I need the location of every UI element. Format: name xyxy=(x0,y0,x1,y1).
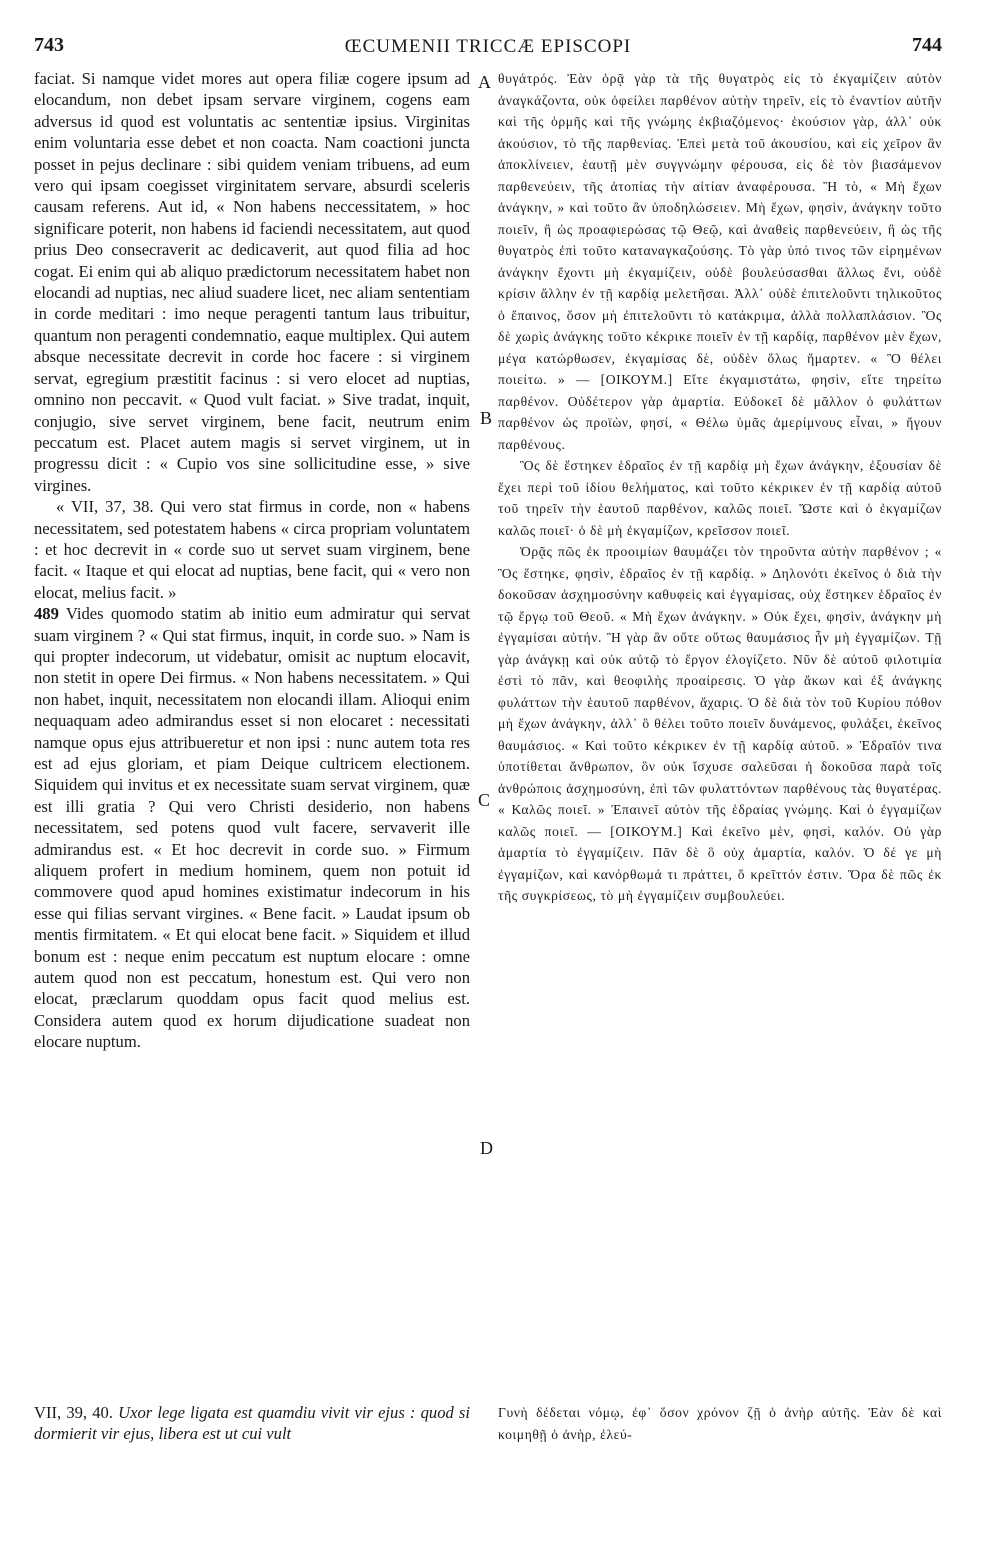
latin-tail xyxy=(34,1402,470,1445)
greek-verse-text: Γυνὴ δέδεται νόμῳ, ἐφ᾽ ὅσον χρόνον ζῇ ὁ ἀνὴρ αὐτῆς. Ἐὰν δὲ καὶ κοιμηθῇ ὁ ἀνὴρ, ἐλεύ- xyxy=(498,1405,942,1442)
section-number: 489 xyxy=(34,604,59,624)
page-number-right: 744 xyxy=(912,34,942,56)
latin-paragraph-1: faciat. Si namque videt mores aut opera filiæ cogere ipsum ad elocandum, non debet ipsam servare virginem, cogens eam adversus id quod est voluntatis ac sententiæ ipsius. Virginitas enim voluntaria esse debet et non coacta. Nam coactioni juncta posset in pejus declinare : sibi quidem veniam tribuens, ad eum vero qui ipsam coegisset virginitatem servare, absurdi sceleris causam referens. Aut id, « Non habens neccessitatem, » hoc significare poterit, non habens id faciendi necessitatem, aut quod prius Deo consecraverit ac dedicaverit, aut quod filia ad hoc cogat. Ei enim qui ab aliquo prædictorum necessitatem habet non elocandi ad nuptias, nec aliud suadere licet, nec aliam sententiam in corde meditari : imo neque peragenti tantum laus tribuitur, quantum non peragenti condemnatio, eaque multiplex. Qui autem absque necessitate decrevit in corde hoc facere : si virginem servat, egregium præstitit facinus : si vero elocet ad nuptias, omnino non peccavit. « Quod vult faciat. » Sive tradat, inquit, conjugio, sive servet virginem, bene facit, neutrum enim peccatum est. Placet autem magis si servet virginem, ut in progressu dicit : « Cupio vos sine sollicitudine esse, » sive virgines. xyxy=(34,69,470,495)
margin-marker-d: D xyxy=(480,1138,493,1158)
latin-verse-text: Uxor lege ligata est quamdiu vivit vir ejus : quod si dormierit vir ejus, libera est ut cui vult xyxy=(34,1403,470,1444)
latin-paragraph-3-text: Vides quomodo statim ab initio eum admiratur qui servat suam virginem ? « Qui stat firmus, inquit, in corde suo. » Nam is qui propter indecorum, ut videbatur, omisit ac nuptum elocavit, non stetit in opere Dei firmus. « Non habens necessitatem. » Qui non habet, inquit, necessitatem non elocandi illam. Alioqui enim nequaquam adeo admirandus esset si non elocaret : necessitati namque opus ejus attribueretur et non ipsi : nunc autem tota res est ad ejus gloriam, et piam Deique cultricem electionem. Siquidem qui invitus et ex necessitate suam servat virginem, quæ est illi gratia ? Qui vero Christi desiderio, non habens necessitatem, sed potens quod vult facere, servaverit ille admirandus est. « Et hoc decrevit in corde suo. » Firmum aliquem profert in medium hominem, quem non potuit id commovere quod apud homines existimatur indecorum in his esse qui filias servant virgines. « Bene facit. » Laudat ipsum ob mentis firmitatem. « Et qui elocat bene facit. » Siquidem et illud bonum est : neque enim peccatum est nuptum elocare : omne autem quod non est peccatum, honestum est. Qui vero non elocat, præclarum quoddam opus facit quod melius est. Considera autem quod ex horum dijudicatione suadeat non elocare nuptum. xyxy=(34,604,470,1052)
greek-column xyxy=(498,68,942,907)
greek-paragraph-2: Ὃς δὲ ἕστηκεν ἑδραῖος ἐν τῇ καρδίᾳ μὴ ἔχων ἀνάγκην, ἐξουσίαν δὲ ἔχει περὶ τοῦ ἰδίου θελήματος, καὶ τοῦτο κέκρικεν ἐν τῇ καρδίᾳ αὐτοῦ τοῦ τηρεῖν τὴν ἑαυτοῦ παρθένον, καλῶς ποιεῖ. Ὥστε καὶ ὁ ἐκγαμίζων καλῶς ποιεῖ· ὁ δὲ μὴ ἐκγαμίζων, κρεῖσσον ποιεῖ. xyxy=(498,458,942,538)
latin-column xyxy=(34,68,470,1053)
page-number-left: 743 xyxy=(34,34,64,56)
running-title: ŒCUMENII TRICCÆ EPISCOPI xyxy=(344,36,632,57)
latin-paragraph-3 xyxy=(34,603,470,1053)
margin-marker-a: A xyxy=(478,72,491,92)
greek-tail xyxy=(498,1402,942,1445)
greek-paragraph-3: Ὁρᾷς πῶς ἐκ προοιμίων θαυμάζει τὸν τηροῦντα αὐτὴν παρθένον ; « Ὃς ἕστηκε, φησὶν, ἑδραῖος ἐν τῇ καρδίᾳ. » Δηλονότι ἐκεῖνος ὁ διὰ τὴν δοκοῦσαν ἀσχημοσύνην καθυφεὶς καὶ ἐγγαμίσας, οὐχ ἕστηκεν ἑδραῖος ἐν τῷ ἔργῳ τοῦ Θεοῦ. « Μὴ ἔχων ἀνάγκην. » Οὐκ ἔχει, φησὶν, ἀνάγκην μὴ ἐγγαμίσαι αὐτήν. Ἢ γὰρ ἂν οὔτε οὕτως θαυμάσιος ἦν μὴ ἐγγαμίζων. Τῇ γὰρ ἀνάγκῃ καὶ οὐκ αὐτῷ τὸ ἔργον ἐλογίζετο. Νῦν δὲ αὐτοῦ φιλοτιμία ἐστὶ τὸ πᾶν, καὶ θεοφιλὴς προαίρεσις. Ὁ γὰρ ἄκων καὶ ἐξ ἀνάγκης φυλάττων τὴν ἑαυτοῦ παρθένον, ἄχαρις. Ὁ δὲ διὰ τὸν τοῦ Κυρίου πόθον μὴ ἔχων ἀνάγκην, ἀλλ᾽ ὃ θέλει τοῦτο ποιεῖν δυνάμενος, φυλάξει, ἐκεῖνος θαυμάσιος. « Καὶ τοῦτο κέκρικεν ἐν τῇ καρδίᾳ αὐτοῦ. » Ἑδραῖόν τινα ὑποτίθεται ἄνθρωπον, ὃν οὐκ ἴσχυσε σαλεῦσαι ἡ δοκοῦσα παρὰ τοῖς ἀνθρώποις ἀσχημοσύνη, ἐπὶ τῶν φυλαττόντων παρθένους τὰς θυγατέρας. « Καλῶς ποιεῖ. » Ἐπαινεῖ αὐτὸν τῆς ἑδραίας γνώμης. Καὶ ὁ ἐγγαμίζων καλῶς ποιεῖ. — [ΟΙΚΟΥΜ.] Καὶ ἐκεῖνο μὲν, φησὶ, καλόν. Οὐ γὰρ ἁμαρτία τὸ ἐγγαμίζειν. Πᾶν δὲ ὃ οὐχ ἁμαρτία, καλόν. Ὁ δέ γε μὴ ἐγγαμίζων, καὶ κανόρθωμά τι πράττει, ὅ κρεῖττόν ἐστιν. Ὅρα δὲ πῶς ἐκ τῆς συγκρίσεως, τὸ μὴ ἐγγαμίζειν συμβουλεύει. xyxy=(498,544,942,903)
latin-verse-quote: « VII, 37, 38. Qui vero stat firmus in corde, non « habens necessitatem, sed potestatem habens « circa propriam voluntatem : et hoc decrevit in « corde suo ut servet suam virginem, bene facit. « Itaque et qui elocat ad nuptias, bene facit, qui « vero non elocat, melius facit. » xyxy=(34,497,470,602)
greek-paragraph-1: θυγάτρός. Ἐὰν ὁρᾷ γὰρ τὰ τῆς θυγατρὸς εἰς τὸ ἐκγαμίζειν αὐτὸν ἀναγκάζοντα, οὐκ ὀφείλει παρθένον αὐτὴν τηρεῖν, εἰς τὸ ἐναντίον αὐτῆν καὶ τῆς ὁρμῆς καὶ τῆς γνώμης ἐκβιαζόμενος· ἑκούσιον γὰρ, ἀλλ᾽ οὐκ ἀκούσιον, τὸ τῆς παρθενίας. Ἐπεὶ μετὰ τοῦ ἀκουσίου, καὶ εἰς χεῖρον ἂν ἀποκλίνειεν, ἑαυτῇ μὲν συγγνώμην φέρουσα, εἰς δὲ τὸν βιασάμενον παρθενεύειν, τῆς ἀτοπίας τὴν αἰτίαν ἀναφέρουσα. Ἢ τὸ, « Μὴ ἔχων ἀνάγκην, » καὶ τοῦτο ἂν ὑποδηλώσειεν. Μὴ ἔχων, φησὶν, ἀνάγκην τοῦτο ποιεῖν, ἢ ὡς προαφιερώσας τῷ Θεῷ, καὶ ἀναθεὶς παρθενεύειν, ἢ ὡς τῆς θυγατρὸς ἐπὶ τοῦτο καταναγκαζούσης. Τὸ γὰρ ὑπό τινος τῶν εἰρημένων ἀνάγκην ἔχοντι μὴ ἐκγαμίζειν, οὐδὲ βουλεύσασθαι ἄλλως ἔνι, οὐδὲ κρίσιν ἄλλην ἐν τῇ καρδίᾳ μελετῆσαι. Ἀλλ᾽ οὐδὲ ἐπιτελοῦντι τηλικοῦτος ὁ ἔπαινος, ὅσον μὴ ἐπιτελοῦντι τὸ κατάκριμα, ἀλλὰ πολλαπλάσιον. Ὃς δὲ χωρὶς ἀνάγκης τοῦτο κέκρικε ποιεῖν ἐν τῇ καρδίᾳ, παρθένον μὲν ἔχων, μέγα κατώρθωσεν, ἐκγαμίσας δὲ, οὐδὲν ὅλως ἥμαρτεν. « Ὃ θέλει ποιείτω. » — [ΟΙΚΟΥΜ.] Εἴτε ἐκγαμιστάτω, φησὶν, εἴτε τηρείτω παρθένον. Οὐδέτερον γὰρ ἁμαρτία. Εὐδοκεῖ δὲ μᾶλλον ὁ φυλάττων παρθένον ὡς προϊὼν, φησί, « Θέλω ὑμᾶς ἀμερίμνους εἶναι, » ἤγουν παρθένους. xyxy=(498,71,942,452)
latin-verse-ref: VII, 39, 40. xyxy=(34,1403,113,1422)
margin-marker-b: B xyxy=(480,408,493,428)
margin-marker-c: C xyxy=(478,790,491,810)
page-header xyxy=(34,34,942,60)
